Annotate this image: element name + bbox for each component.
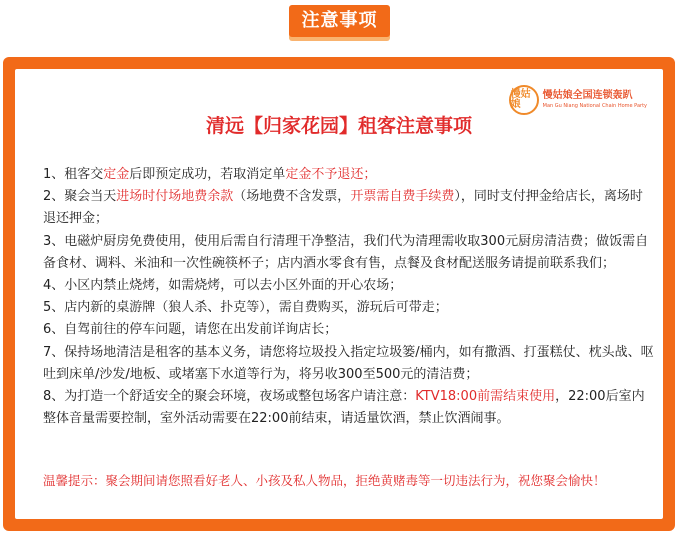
rule-item [43, 319, 655, 341]
rule-highlight: 进场时付场地费余款 [116, 189, 234, 205]
rule-item [43, 186, 655, 230]
rule-text: 3、电磁炉厨房免费使用，使用后需自行清理干净整洁，我们代为清理需收取300元厨房清洁费；做饭需自备食材、调料、米油和一次性碗筷杯子；店内酒水零食有售，点餐及食材配送服务请提前联系我们； [43, 233, 649, 271]
rule-text: 4、小区内禁止烧烤，如需烧烤，可以去小区外面的开心农场； [43, 278, 403, 294]
header-badge: 注意事项 [289, 5, 390, 37]
rule-text: 7、保持场地清洁是租客的基本义务，请您将垃圾投入指定垃圾篓/桶内，如有撒酒、打蛋糕仗、枕头战、呕吐到床单/沙发/地板、或堵塞下水道等行为，将另收300至500元的清洁费； [43, 344, 654, 382]
rule-item [43, 342, 655, 386]
notice-card [15, 69, 663, 519]
rule-text: 8、为打造一个舒适安全的聚会环境，夜场或整包场客户请注意： [43, 389, 416, 405]
rule-text: ，22:00后室内整体音量需要控制，室外活动需要在22:00前结束，请适量饮酒，禁止饮酒闹事。 [43, 389, 645, 427]
rule-highlight: 定金 [103, 167, 130, 182]
logo-text [543, 90, 647, 110]
rule-text: 2、聚会当天 [43, 189, 117, 205]
rule-text: （场地费不含发票， [233, 189, 351, 205]
rule-highlight: 开票需自费手续费 [350, 189, 455, 205]
rule-item [43, 164, 655, 186]
logo-icon: 慢姑娘 [509, 85, 539, 115]
rule-item [43, 297, 655, 319]
logo-name: 慢姑娘全国连锁轰趴 [542, 90, 633, 101]
rule-item [43, 275, 655, 297]
rules-list [43, 164, 655, 430]
warm-tip: 温馨提示：聚会期间请您照看好老人、小孩及私人物品，拒绝黄赌毒等一切违法行为，祝您聚会愉快！ [43, 473, 606, 488]
rule-text: 6、自驾前往的停车问题，请您在出发前详询店长； [43, 322, 338, 338]
notice-frame [3, 57, 675, 531]
rule-highlight: 定金不予退还； [285, 167, 377, 182]
rule-text: 5、店内新的桌游牌（狼人杀、扑克等），需自费购买，游玩后可带走； [43, 300, 448, 316]
rule-text: ），同时支付押金给店长，离场时退还押金； [43, 189, 643, 227]
rule-text: 1、租客交 [43, 167, 104, 182]
rule-item [43, 231, 655, 275]
rule-text: 后即预定成功，若取消定单 [129, 167, 286, 182]
rule-highlight: KTV18:00前需结束使用 [415, 389, 556, 405]
rule-item [43, 386, 655, 430]
logo-subtitle: Man Gu Niang National Chain Home Party [542, 103, 647, 109]
notice-title: 清远【归家花园】租客注意事项 [205, 115, 472, 137]
